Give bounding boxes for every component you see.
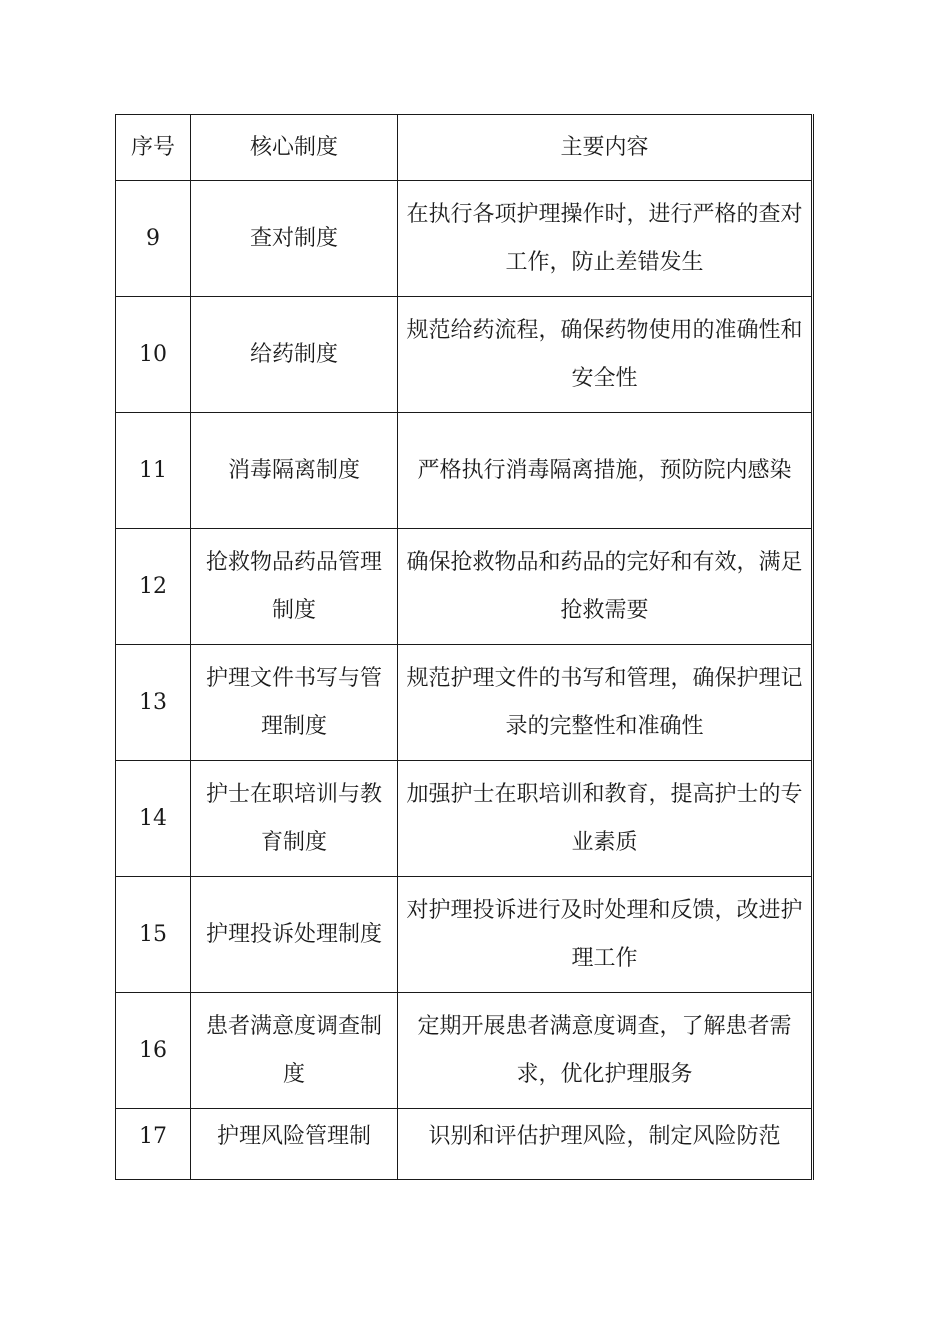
table-row <box>116 413 813 529</box>
header-cell-content: 主要内容 <box>398 115 813 181</box>
row-no: 13 <box>116 645 191 761</box>
row-content: 规范护理文件的书写和管理，确保护理记录的完整性和准确性 <box>398 645 813 761</box>
table-row <box>116 181 813 297</box>
header-cell-no: 序号 <box>116 115 191 181</box>
row-content: 严格执行消毒隔离措施，预防院内感染 <box>398 413 813 529</box>
table-header-row <box>116 115 813 181</box>
row-system: 护理投诉处理制度 <box>191 877 398 993</box>
row-system: 患者满意度调查制度 <box>191 993 398 1109</box>
row-no: 16 <box>116 993 191 1109</box>
row-content: 对护理投诉进行及时处理和反馈，改进护理工作 <box>398 877 813 993</box>
row-content: 加强护士在职培训和教育，提高护士的专业素质 <box>398 761 813 877</box>
row-no: 12 <box>116 529 191 645</box>
row-system: 护理风险管理制 <box>191 1109 398 1180</box>
core-system-table <box>115 114 814 1180</box>
row-system: 抢救物品药品管理制度 <box>191 529 398 645</box>
table-row <box>116 877 813 993</box>
row-system: 消毒隔离制度 <box>191 413 398 529</box>
row-no: 15 <box>116 877 191 993</box>
row-content: 定期开展患者满意度调查，了解患者需求，优化护理服务 <box>398 993 813 1109</box>
row-no: 11 <box>116 413 191 529</box>
row-no: 17 <box>116 1109 191 1180</box>
row-no: 9 <box>116 181 191 297</box>
row-system: 护理文件书写与管理制度 <box>191 645 398 761</box>
table-row <box>116 529 813 645</box>
row-system: 护士在职培训与教育制度 <box>191 761 398 877</box>
table-row <box>116 1109 813 1180</box>
row-system: 给药制度 <box>191 297 398 413</box>
table-row <box>116 297 813 413</box>
row-no: 10 <box>116 297 191 413</box>
row-content: 确保抢救物品和药品的完好和有效，满足抢救需要 <box>398 529 813 645</box>
table-row <box>116 993 813 1109</box>
header-cell-system: 核心制度 <box>191 115 398 181</box>
row-content: 规范给药流程，确保药物使用的准确性和安全性 <box>398 297 813 413</box>
table-row <box>116 761 813 877</box>
row-no: 14 <box>116 761 191 877</box>
row-content: 在执行各项护理操作时，进行严格的查对工作，防止差错发生 <box>398 181 813 297</box>
table-row <box>116 645 813 761</box>
row-system: 查对制度 <box>191 181 398 297</box>
row-content: 识别和评估护理风险，制定风险防范 <box>398 1109 813 1180</box>
